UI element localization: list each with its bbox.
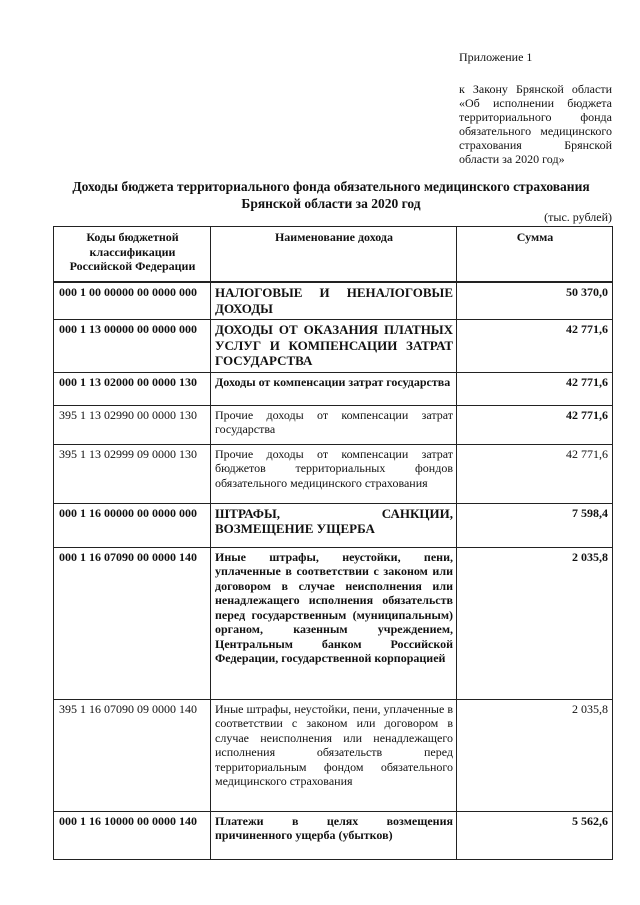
table-row — [54, 282, 613, 320]
row-amount: 5 562,6 — [457, 811, 613, 859]
row-code: 000 1 00 00000 00 0000 000 — [54, 282, 211, 320]
row-code: 000 1 13 02000 00 0000 130 — [54, 372, 211, 405]
row-name: Иные штрафы, неустойки, пени, уплаченные в соответствии с законом или договором в случае неисполнения или ненадлежащего исполнения обязательств перед государственным (муниципальным) органом, казенным учреждением, Центральным банком Российской Федерации, государственной корпорацией — [211, 547, 457, 699]
row-amount: 2 035,8 — [457, 699, 613, 811]
unit-label: (тыс. рублей) — [544, 210, 612, 224]
appendix-block — [459, 50, 612, 166]
table-row — [54, 503, 613, 547]
row-name: Доходы от компенсации затрат государства — [211, 372, 457, 405]
row-amount: 50 370,0 — [457, 282, 613, 320]
table-row — [54, 372, 613, 405]
row-name: ШТРАФЫ, САНКЦИИ, ВОЗМЕЩЕНИЕ УЩЕРБА — [211, 503, 457, 547]
row-name: Прочие доходы от компенсации затрат бюджетов территориальных фондов обязательного медицинского страхования — [211, 444, 457, 503]
row-amount: 7 598,4 — [457, 503, 613, 547]
row-code: 395 1 13 02999 09 0000 130 — [54, 444, 211, 503]
appendix-title: Приложение 1 — [459, 50, 533, 64]
row-name: Платежи в целях возмещения причиненного ущерба (убытков) — [211, 811, 457, 859]
document-title: Доходы бюджета территориального фонда обязательного медицинского страхования Брянской области за 2020 год — [72, 179, 590, 211]
row-code: 000 1 16 07090 00 0000 140 — [54, 547, 211, 699]
table-header — [54, 227, 613, 283]
row-amount: 2 035,8 — [457, 547, 613, 699]
row-name: ДОХОДЫ ОТ ОКАЗАНИЯ ПЛАТНЫХ УСЛУГ И КОМПЕНСАЦИИ ЗАТРАТ ГОСУДАРСТВА — [211, 320, 457, 373]
row-code: 395 1 16 07090 09 0000 140 — [54, 699, 211, 811]
income-table — [53, 226, 613, 860]
table-row — [54, 405, 613, 444]
row-code: 395 1 13 02990 00 0000 130 — [54, 405, 211, 444]
row-name: Прочие доходы от компенсации затрат государства — [211, 405, 457, 444]
row-name: Иные штрафы, неустойки, пени, уплаченные в соответствии с законом или договором в случае неисполнения или ненадлежащего исполнения обязательств перед территориальным фондом обязательного медицинского страхования — [211, 699, 457, 811]
row-name: НАЛОГОВЫЕ И НЕНАЛОГОВЫЕ ДОХОДЫ — [211, 282, 457, 320]
row-amount: 42 771,6 — [457, 444, 613, 503]
row-code: 000 1 13 00000 00 0000 000 — [54, 320, 211, 373]
row-code: 000 1 16 10000 00 0000 140 — [54, 811, 211, 859]
header-amount: Сумма — [457, 227, 613, 283]
header-name: Наименование дохода — [211, 227, 457, 283]
header-codes: Коды бюджетной классификации Российской Федерации — [54, 227, 211, 283]
appendix-text: к Закону Брянской области «Об исполнении бюджета территориального фонда обязательного медицинского страхования Брянской области за 2020 год» — [459, 82, 612, 166]
row-amount: 42 771,6 — [457, 372, 613, 405]
row-amount: 42 771,6 — [457, 405, 613, 444]
table-row — [54, 547, 613, 699]
table-row — [54, 320, 613, 373]
table-row — [54, 699, 613, 811]
table-row — [54, 444, 613, 503]
row-code: 000 1 16 00000 00 0000 000 — [54, 503, 211, 547]
table-row — [54, 811, 613, 859]
row-amount: 42 771,6 — [457, 320, 613, 373]
